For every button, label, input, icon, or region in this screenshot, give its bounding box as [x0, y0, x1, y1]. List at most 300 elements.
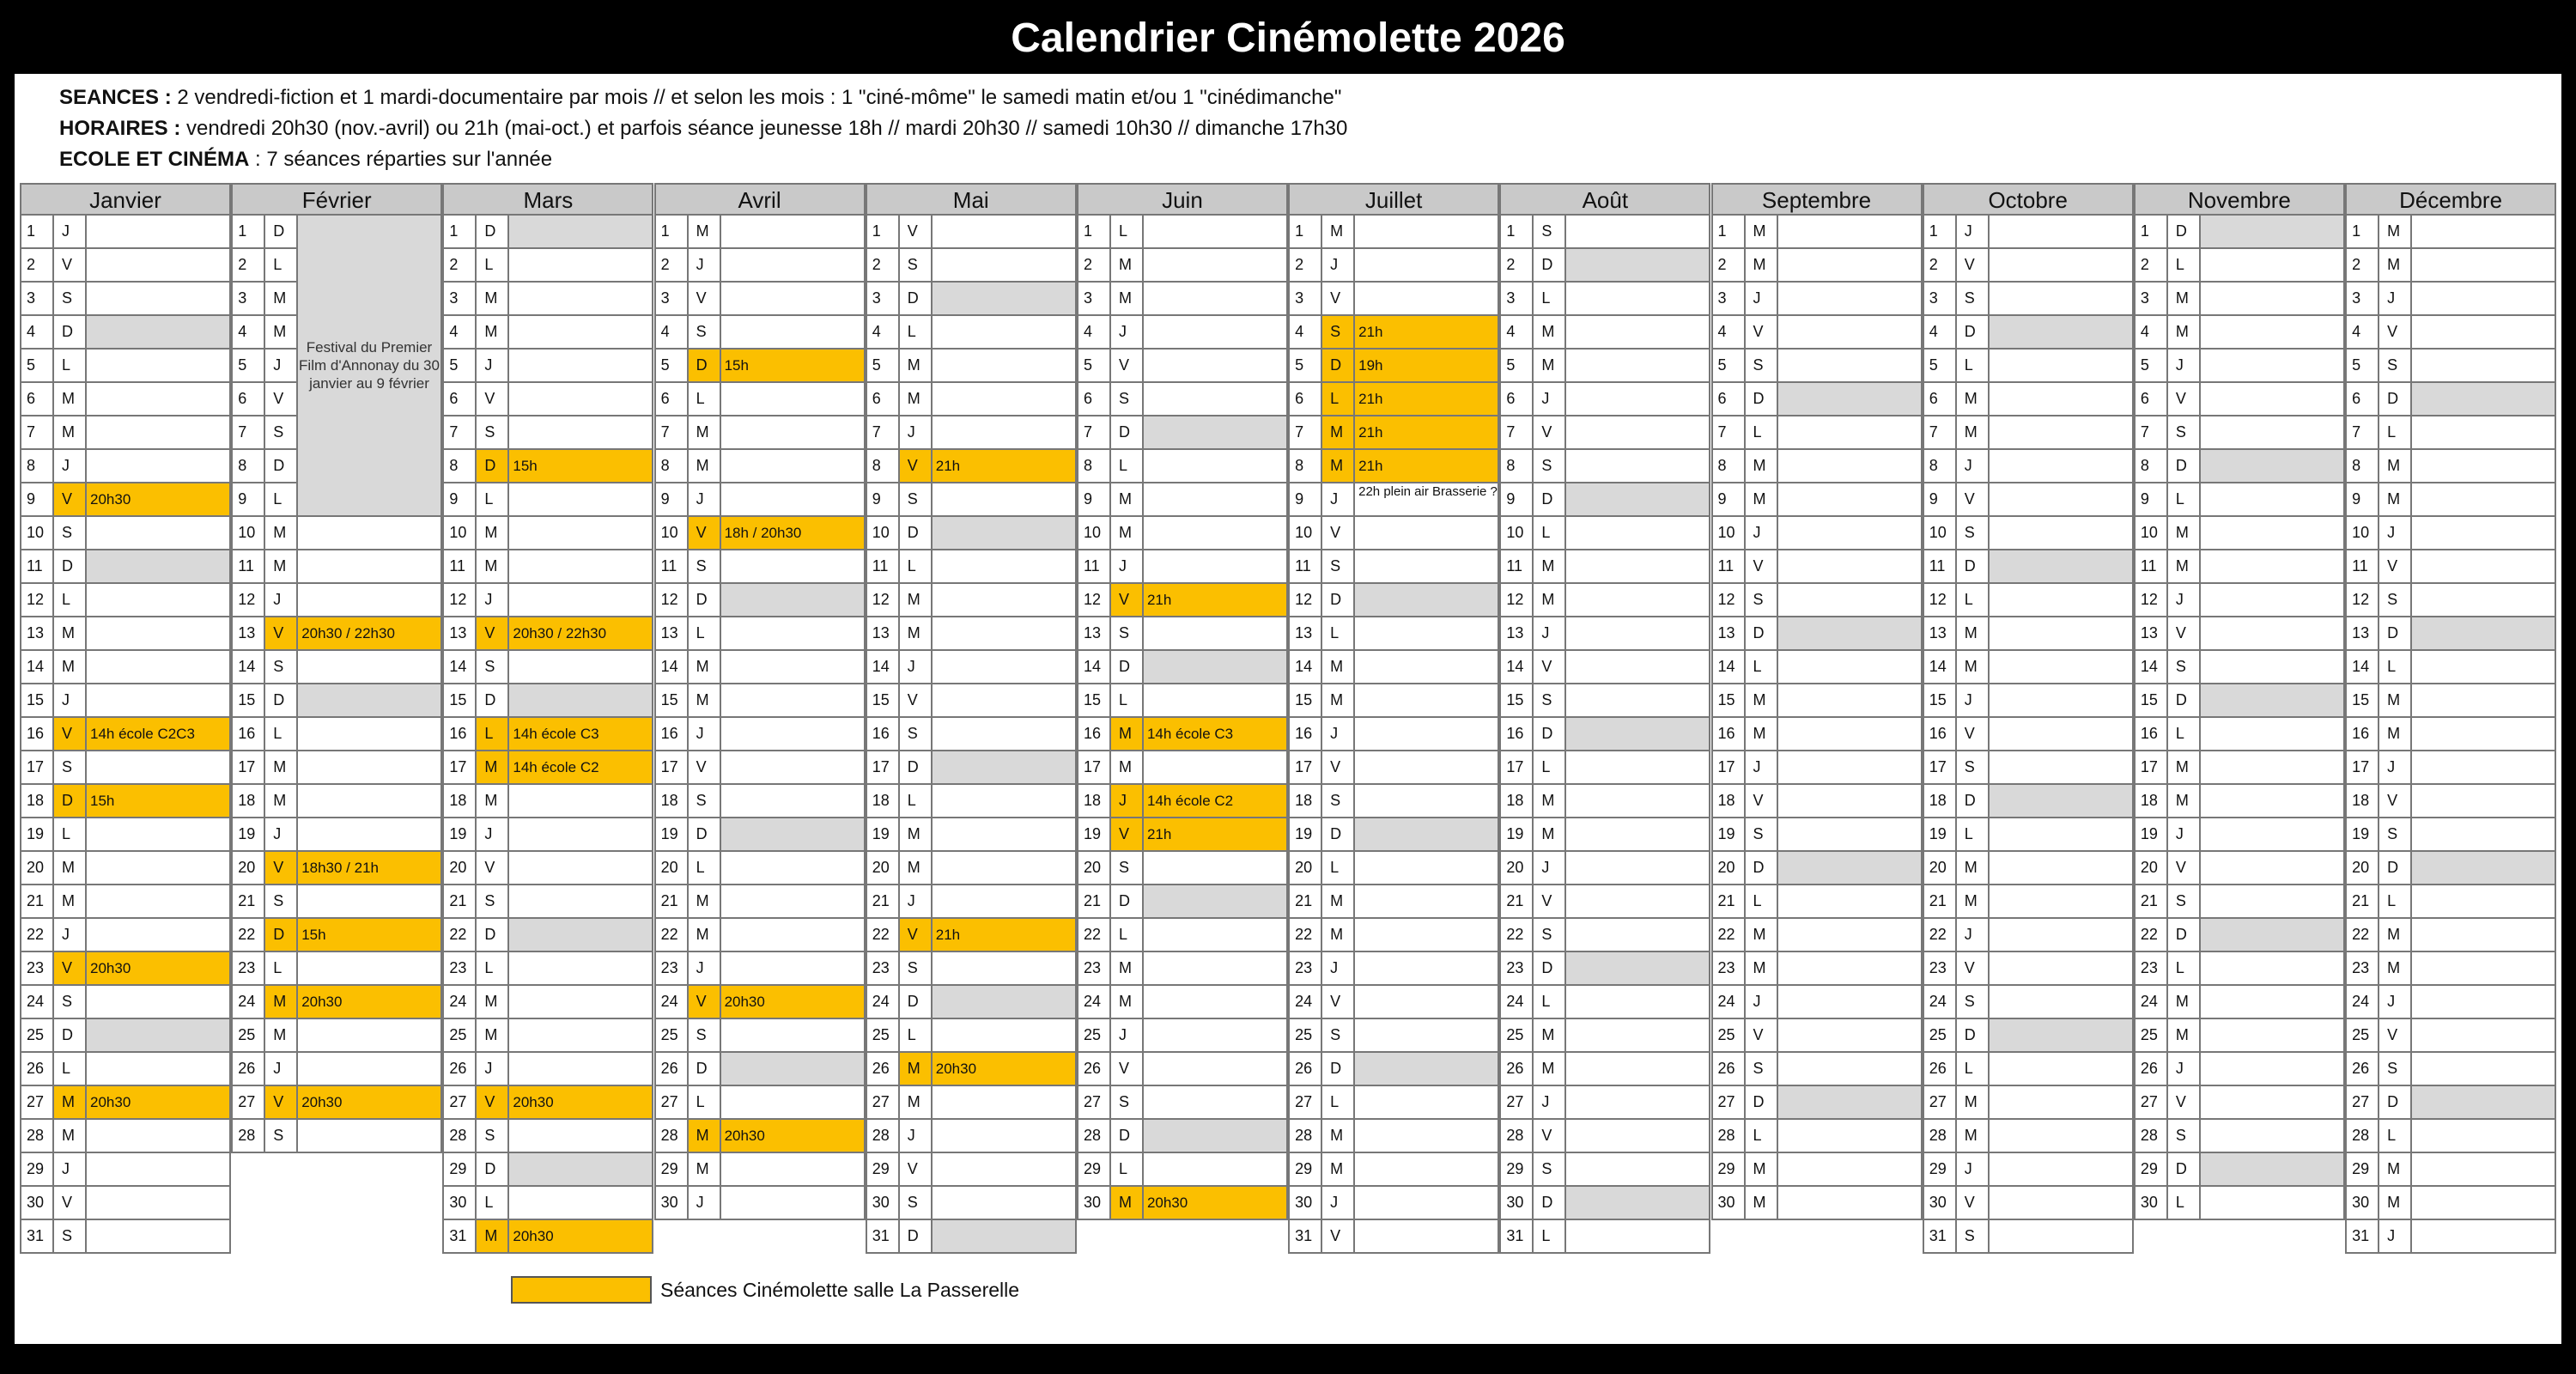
month-header: Octobre [1923, 183, 2134, 216]
day-number: 24 [1078, 986, 1111, 1018]
month-11 [2134, 183, 2345, 1254]
day-row [1077, 885, 1288, 919]
event-cell [721, 1153, 864, 1185]
day-number: 17 [1501, 751, 1534, 783]
horaires-label: HORAIRES : [59, 117, 181, 140]
day-number: 29 [1290, 1153, 1322, 1185]
weekday-letter: M [265, 550, 298, 582]
weekday-letter: M [1322, 1120, 1355, 1152]
day-row [20, 350, 231, 383]
day-row [1923, 550, 2134, 584]
day-number: 19 [1290, 818, 1322, 850]
event-cell [1566, 919, 1709, 951]
event-cell [2412, 852, 2555, 884]
day-row [1711, 350, 1923, 383]
day-number: 4 [867, 316, 900, 348]
weekday-letter: V [2379, 1019, 2412, 1051]
weekday-letter: L [477, 952, 509, 984]
event-cell [298, 517, 440, 549]
day-number: 13 [656, 617, 689, 649]
weekday-letter: M [477, 751, 509, 783]
day-row [866, 584, 1077, 617]
day-row [1288, 483, 1499, 517]
weekday-letter: S [1322, 316, 1355, 348]
day-number: 24 [2136, 986, 2168, 1018]
day-number: 4 [444, 316, 477, 348]
day-number: 15 [233, 684, 265, 716]
day-number: 23 [656, 952, 689, 984]
day-number: 1 [21, 216, 54, 247]
event-cell [1144, 751, 1286, 783]
weekday-letter: S [1111, 1086, 1144, 1118]
day-row [20, 885, 231, 919]
day-number: 1 [233, 216, 265, 247]
day-number: 7 [2347, 416, 2379, 448]
event-cell [1355, 1086, 1498, 1118]
month-4 [654, 183, 866, 1254]
day-row [1499, 517, 1710, 550]
weekday-letter: V [54, 249, 87, 281]
event-cell [87, 684, 229, 716]
weekday-letter: J [689, 249, 721, 281]
event-cell [721, 952, 864, 984]
event-cell [2201, 1120, 2343, 1152]
calendar-sheet [15, 74, 2561, 1344]
day-number: 9 [656, 483, 689, 515]
weekday-letter: D [265, 684, 298, 716]
day-row [1499, 651, 1710, 684]
weekday-letter: J [1534, 852, 1566, 884]
event-cell [1990, 919, 2132, 951]
day-number: 4 [1924, 316, 1957, 348]
event-cell [1144, 416, 1286, 448]
day-number: 10 [1290, 517, 1322, 549]
day-number: 18 [1713, 785, 1746, 817]
weekday-letter: D [900, 283, 933, 314]
day-row [20, 1153, 231, 1187]
event-cell [1144, 617, 1286, 649]
event-cell [298, 952, 440, 984]
weekday-letter: S [1534, 919, 1566, 951]
day-row [20, 450, 231, 483]
day-number: 1 [1924, 216, 1957, 247]
day-number: 4 [1290, 316, 1322, 348]
info-horaires [59, 117, 1347, 141]
event-cell [721, 684, 864, 716]
day-row [1288, 383, 1499, 416]
day-number: 25 [1078, 1019, 1111, 1051]
weekday-letter: S [2379, 1053, 2412, 1085]
day-number: 30 [1290, 1187, 1322, 1219]
screening-time: 21h [933, 450, 1075, 482]
day-number: 29 [2136, 1153, 2168, 1185]
seances-text: 2 vendredi-fiction et 1 mardi-documentaire par mois // et selon les mois : 1 "ciné-môme" le samedi matin et/ou 1 "cinédimanche" [171, 86, 1342, 109]
weekday-letter: M [54, 1086, 87, 1118]
weekday-letter: M [2379, 483, 2412, 515]
day-row [654, 651, 866, 684]
day-row [1288, 818, 1499, 852]
weekday-letter: V [54, 718, 87, 750]
weekday-letter: S [1957, 517, 1990, 549]
weekday-letter: L [1534, 986, 1566, 1018]
event-cell [1144, 986, 1286, 1018]
weekday-letter: J [1957, 919, 1990, 951]
weekday-letter: M [900, 617, 933, 649]
weekday-letter: S [477, 416, 509, 448]
event-cell [1566, 1220, 1709, 1252]
event-cell [87, 350, 229, 381]
event-cell [2412, 350, 2555, 381]
weekday-letter: D [689, 584, 721, 616]
day-row [1923, 450, 2134, 483]
weekday-letter: L [900, 1019, 933, 1051]
weekday-letter: M [54, 885, 87, 917]
weekday-letter: S [2379, 818, 2412, 850]
day-number: 14 [233, 651, 265, 683]
event-cell [1566, 986, 1709, 1018]
day-row [1711, 651, 1923, 684]
event-cell [933, 617, 1075, 649]
day-row [1711, 952, 1923, 986]
day-number: 18 [656, 785, 689, 817]
event-cell [1355, 785, 1498, 817]
event-cell [1566, 517, 1709, 549]
weekday-letter: D [477, 919, 509, 951]
day-number: 15 [444, 684, 477, 716]
empty-cell [654, 1220, 866, 1254]
event-cell [509, 785, 652, 817]
day-row [1499, 584, 1710, 617]
weekday-letter: S [477, 651, 509, 683]
day-row [1077, 718, 1288, 751]
day-row [442, 249, 653, 283]
event-cell [87, 919, 229, 951]
day-row [231, 818, 442, 852]
day-number: 7 [1290, 416, 1322, 448]
weekday-letter: S [477, 1120, 509, 1152]
event-cell [1778, 483, 1921, 515]
weekday-letter: S [2168, 651, 2201, 683]
day-row [2134, 316, 2345, 350]
day-row [1711, 1019, 1923, 1053]
screening-time: 21h [933, 919, 1075, 951]
day-row [1711, 316, 1923, 350]
day-row [442, 1019, 653, 1053]
event-cell [721, 416, 864, 448]
day-number: 23 [233, 952, 265, 984]
event-cell [2412, 651, 2555, 683]
ecole-text: : 7 séances réparties sur l'année [249, 148, 553, 171]
month-8 [1499, 183, 1710, 1254]
day-row [1711, 483, 1923, 517]
weekday-letter: L [265, 718, 298, 750]
event-cell [2201, 885, 2343, 917]
day-number: 2 [2136, 249, 2168, 281]
day-number: 2 [1290, 249, 1322, 281]
day-row [654, 483, 866, 517]
day-number: 6 [233, 383, 265, 415]
day-number: 3 [1290, 283, 1322, 314]
weekday-letter: M [477, 283, 509, 314]
weekday-letter: J [2168, 584, 2201, 616]
day-number: 11 [1290, 550, 1322, 582]
weekday-letter: J [900, 416, 933, 448]
event-cell [1144, 1153, 1286, 1185]
day-number: 20 [21, 852, 54, 884]
day-row [20, 416, 231, 450]
day-row [2134, 952, 2345, 986]
day-number: 12 [867, 584, 900, 616]
weekday-letter: S [1534, 450, 1566, 482]
event-cell [87, 818, 229, 850]
day-number: 25 [233, 1019, 265, 1051]
day-row [442, 885, 653, 919]
event-cell [1566, 651, 1709, 683]
screening-time: 20h30 [933, 1053, 1075, 1085]
screening-time: 14h école C2 [509, 751, 652, 783]
event-cell [1566, 751, 1709, 783]
day-row [654, 450, 866, 483]
day-row [866, 617, 1077, 651]
day-row [442, 550, 653, 584]
weekday-letter: L [265, 249, 298, 281]
day-number: 14 [656, 651, 689, 683]
day-row [2345, 1187, 2556, 1220]
day-row [2345, 550, 2556, 584]
weekday-letter: M [477, 316, 509, 348]
day-number: 14 [444, 651, 477, 683]
day-row [1077, 550, 1288, 584]
day-row [442, 517, 653, 550]
event-cell [2412, 316, 2555, 348]
day-row [2134, 885, 2345, 919]
event-cell [298, 718, 440, 750]
day-number: 5 [1078, 350, 1111, 381]
weekday-letter: M [265, 316, 298, 348]
day-row [20, 483, 231, 517]
weekday-letter: V [2168, 852, 2201, 884]
event-cell [2201, 617, 2343, 649]
day-number: 19 [21, 818, 54, 850]
day-number: 17 [21, 751, 54, 783]
weekday-letter: D [477, 1153, 509, 1185]
day-row [2134, 483, 2345, 517]
weekday-letter: L [689, 852, 721, 884]
day-number: 18 [233, 785, 265, 817]
day-number: 24 [1501, 986, 1534, 1018]
event-cell [2412, 986, 2555, 1018]
day-number: 5 [867, 350, 900, 381]
day-number: 27 [1713, 1086, 1746, 1118]
day-row [1288, 718, 1499, 751]
day-row [866, 986, 1077, 1019]
event-cell [1144, 383, 1286, 415]
weekday-letter: D [1322, 584, 1355, 616]
day-number: 23 [1713, 952, 1746, 984]
weekday-letter: J [1322, 718, 1355, 750]
day-row [1711, 885, 1923, 919]
day-number: 21 [233, 885, 265, 917]
day-row [20, 852, 231, 885]
weekday-letter: M [1111, 517, 1144, 549]
weekday-letter: L [1534, 751, 1566, 783]
weekday-letter: D [1746, 617, 1778, 649]
legend-label: Séances Cinémolette salle La Passerelle [660, 1279, 1020, 1301]
day-row [654, 986, 866, 1019]
day-number: 20 [444, 852, 477, 884]
event-cell [1990, 283, 2132, 314]
day-row [1711, 785, 1923, 818]
day-number: 22 [2136, 919, 2168, 951]
weekday-letter: D [2168, 1153, 2201, 1185]
event-cell [2201, 249, 2343, 281]
weekday-letter: L [2168, 483, 2201, 515]
event-cell [933, 550, 1075, 582]
day-row [2134, 416, 2345, 450]
day-number: 16 [656, 718, 689, 750]
event-cell [2201, 350, 2343, 381]
day-row [1499, 986, 1710, 1019]
day-row [2134, 651, 2345, 684]
day-number: 22 [1290, 919, 1322, 951]
event-cell [933, 1120, 1075, 1152]
day-row [20, 517, 231, 550]
event-cell [2201, 818, 2343, 850]
event-cell [2201, 651, 2343, 683]
empty-cell [231, 1187, 442, 1220]
day-number: 26 [867, 1053, 900, 1085]
day-row [654, 1187, 866, 1220]
day-number: 8 [867, 450, 900, 482]
day-number: 14 [867, 651, 900, 683]
day-row [20, 550, 231, 584]
festival-note: Festival du Premier Film d'Annonay du 30 janvier au 9 février [298, 216, 440, 515]
day-row [442, 919, 653, 952]
day-row [866, 416, 1077, 450]
day-number: 7 [2136, 416, 2168, 448]
weekday-letter: L [1746, 885, 1778, 917]
day-row [2345, 919, 2556, 952]
day-row [1288, 617, 1499, 651]
weekday-letter: V [1746, 316, 1778, 348]
weekday-letter: V [2379, 316, 2412, 348]
day-number: 22 [444, 919, 477, 951]
day-number: 25 [656, 1019, 689, 1051]
day-number: 27 [656, 1086, 689, 1118]
event-cell [1144, 450, 1286, 482]
weekday-letter: S [2168, 416, 2201, 448]
event-cell [933, 885, 1075, 917]
weekday-letter: V [1534, 651, 1566, 683]
event-cell [298, 885, 440, 917]
event-cell [1566, 952, 1709, 984]
day-row [231, 952, 442, 986]
day-number: 12 [233, 584, 265, 616]
day-row [231, 1053, 442, 1086]
weekday-letter: D [1534, 952, 1566, 984]
day-row [866, 818, 1077, 852]
weekday-letter: V [1746, 550, 1778, 582]
weekday-letter: J [1957, 1153, 1990, 1185]
day-number: 5 [1713, 350, 1746, 381]
day-number: 1 [444, 216, 477, 247]
day-row [1499, 919, 1710, 952]
day-row [231, 986, 442, 1019]
day-number: 10 [867, 517, 900, 549]
weekday-letter: L [2379, 1120, 2412, 1152]
event-cell [87, 216, 229, 247]
day-number: 25 [1713, 1019, 1746, 1051]
day-number: 10 [1713, 517, 1746, 549]
weekday-letter: S [54, 986, 87, 1018]
day-number: 12 [656, 584, 689, 616]
event-cell [933, 1220, 1075, 1252]
event-cell [1355, 818, 1498, 850]
ecole-label: ECOLE ET CINÉMA [59, 148, 250, 171]
weekday-letter: L [1534, 517, 1566, 549]
weekday-letter: S [900, 1187, 933, 1219]
weekday-letter: M [54, 617, 87, 649]
day-number: 11 [2136, 550, 2168, 582]
day-row [442, 483, 653, 517]
day-number: 21 [2347, 885, 2379, 917]
event-cell [1778, 885, 1921, 917]
weekday-letter: D [477, 684, 509, 716]
day-number: 14 [1290, 651, 1322, 683]
day-number: 28 [867, 1120, 900, 1152]
day-row [866, 517, 1077, 550]
event-cell [1990, 1153, 2132, 1185]
day-number: 4 [233, 316, 265, 348]
day-number: 22 [21, 919, 54, 951]
day-row [1499, 383, 1710, 416]
day-row [866, 651, 1077, 684]
event-cell [1566, 718, 1709, 750]
month-7 [1288, 183, 1499, 1254]
day-number: 20 [1924, 852, 1957, 884]
weekday-letter: M [1534, 1019, 1566, 1051]
day-row [1923, 818, 2134, 852]
day-number: 22 [1713, 919, 1746, 951]
weekday-letter: J [900, 1120, 933, 1152]
day-number: 3 [21, 283, 54, 314]
event-cell [1355, 617, 1498, 649]
day-row [654, 718, 866, 751]
event-cell [721, 785, 864, 817]
event-cell [1778, 1053, 1921, 1085]
event-cell [87, 617, 229, 649]
day-number: 28 [1290, 1120, 1322, 1152]
weekday-letter: D [900, 1220, 933, 1252]
event-cell [721, 885, 864, 917]
screening-time: 15h [87, 785, 229, 817]
weekday-letter: L [1322, 383, 1355, 415]
day-number: 17 [1924, 751, 1957, 783]
weekday-letter: S [2379, 350, 2412, 381]
event-cell [87, 550, 229, 582]
day-row [654, 316, 866, 350]
event-cell [1778, 1120, 1921, 1152]
day-row [1288, 684, 1499, 718]
weekday-letter: J [2379, 751, 2412, 783]
day-row [1923, 416, 2134, 450]
weekday-letter: L [1957, 1053, 1990, 1085]
event-cell [721, 751, 864, 783]
day-number: 26 [1501, 1053, 1534, 1085]
weekday-letter: S [1957, 986, 1990, 1018]
day-row [20, 216, 231, 249]
day-row [1499, 684, 1710, 718]
